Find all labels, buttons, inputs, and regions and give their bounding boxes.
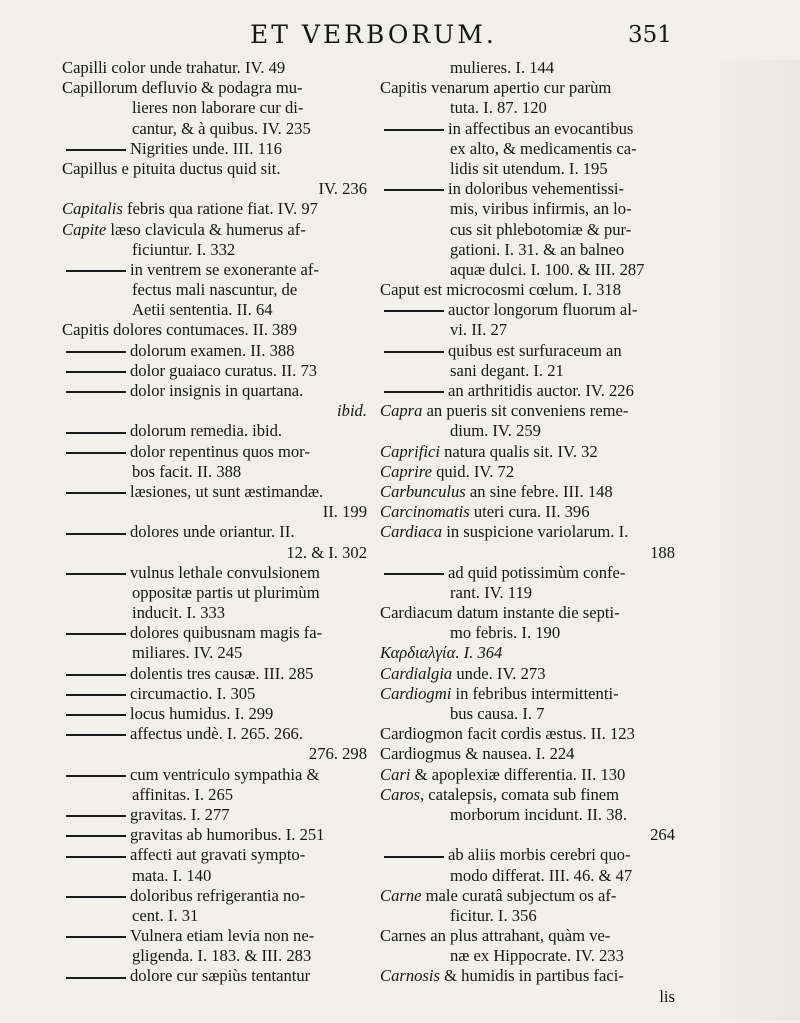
ditto-dash <box>66 533 126 535</box>
index-entry-text: Capillorum defluvio & podagra mu- <box>62 78 303 98</box>
index-line <box>380 139 675 159</box>
ditto-dash <box>384 129 444 131</box>
index-entry-text: ab aliis morbis cerebri quo- <box>448 845 631 865</box>
index-entry-text: an arthritidis auctor. IV. 226 <box>448 381 634 400</box>
ditto-dash <box>66 896 126 898</box>
index-entry-text: gationi. I. 31. & an balneo <box>450 239 625 259</box>
index-entry-text: affinitas. I. 265 <box>132 784 234 804</box>
index-line <box>62 664 367 684</box>
index-line <box>380 603 675 623</box>
index-entry-text: Capilli color unde trahatur. IV. 49 <box>62 58 286 77</box>
index-line <box>62 704 367 724</box>
index-line <box>62 78 367 98</box>
ditto-dash <box>66 573 126 575</box>
index-column-left <box>62 58 367 987</box>
index-line <box>62 341 367 361</box>
index-line <box>62 583 367 603</box>
index-entry-text: Cari & apoplexiæ differentia. II. 130 <box>380 764 626 784</box>
index-entry-text: quibus est surfuraceum an <box>448 340 622 360</box>
index-line <box>62 220 367 240</box>
index-line <box>62 946 367 966</box>
index-line <box>62 442 367 462</box>
index-line <box>380 643 675 663</box>
index-line <box>380 320 675 340</box>
index-line <box>380 926 675 946</box>
index-entry-text: Capite læso clavicula & humerus af- <box>62 219 306 239</box>
index-line <box>380 765 675 785</box>
index-entry-text: locus humidus. I. 299 <box>130 704 274 723</box>
index-line <box>380 825 675 845</box>
index-line <box>380 502 675 522</box>
index-entry-text: dolorum remedia. ibid. <box>130 421 283 441</box>
index-line <box>380 684 675 704</box>
index-line <box>380 220 675 240</box>
index-entry-text: dolores unde oriantur. II. <box>130 522 295 542</box>
index-entry-text: cent. I. 31 <box>132 905 199 925</box>
index-entry-text: lis <box>659 986 675 1006</box>
index-entry-text: læsiones, ut sunt æstimandæ. <box>130 481 324 501</box>
index-line <box>380 704 675 724</box>
index-entry-text: fectus mali nascuntur, de <box>132 280 298 300</box>
ditto-dash <box>66 452 126 454</box>
index-entry-text: Cardiogmus & nausea. I. 224 <box>380 744 575 764</box>
index-line <box>380 744 675 764</box>
index-entry-text: morborum incidunt. II. 38. <box>450 804 627 824</box>
index-line <box>62 119 367 139</box>
ditto-dash <box>66 633 126 635</box>
index-entry-text: cantur, & à quibus. IV. 235 <box>132 118 311 138</box>
index-entry-text: rant. IV. 119 <box>450 582 533 602</box>
index-entry-text: circumactio. I. 305 <box>130 683 256 703</box>
ditto-dash <box>384 310 444 312</box>
index-entry-text: Aetii sententia. II. 64 <box>132 300 273 320</box>
ditto-dash <box>66 674 126 676</box>
index-entry-text: IV. 236 <box>318 179 367 199</box>
index-line <box>62 543 367 563</box>
index-entry-text: 12. & I. 302 <box>286 542 367 562</box>
index-line <box>380 462 675 482</box>
index-entry-text: Carcinomatis uteri cura. II. 396 <box>380 502 590 522</box>
index-entry-text: Nigrities unde. III. 116 <box>130 138 282 158</box>
index-line <box>380 300 675 320</box>
index-entry-text: dolor insignis in quartana. <box>130 381 304 400</box>
index-line <box>62 522 367 542</box>
index-line <box>380 58 675 78</box>
index-entry-text: gravitas. I. 277 <box>130 804 230 824</box>
page-edge-shade <box>700 60 800 1020</box>
index-line <box>380 199 675 219</box>
index-entry-text: auctor longorum fluorum al- <box>448 300 638 320</box>
index-column-right <box>380 58 675 1007</box>
index-line <box>380 341 675 361</box>
index-entry-text: modo differat. III. 46. & 47 <box>450 865 633 885</box>
page-number: 351 <box>628 22 672 48</box>
ditto-dash <box>66 936 126 938</box>
index-entry-text: oppositæ partis ut plurimùm <box>132 582 320 602</box>
index-entry-text: Carne male curatâ subjectum os af- <box>380 885 617 905</box>
index-entry-text: doloribus refrigerantia no- <box>130 885 306 905</box>
index-entry-text: Carbunculus an sine febre. III. 148 <box>380 481 613 501</box>
index-line <box>380 724 675 744</box>
ditto-dash <box>66 856 126 858</box>
ditto-dash <box>66 734 126 736</box>
index-entry-text: tuta. I. 87. 120 <box>450 98 547 118</box>
index-line <box>380 966 675 986</box>
index-line <box>62 421 367 441</box>
index-entry-text: in doloribus vehementissi- <box>448 179 625 199</box>
index-line <box>380 421 675 441</box>
index-entry-text: ibid. <box>337 401 367 421</box>
index-line <box>380 240 675 260</box>
index-entry-text: 264 <box>650 825 675 845</box>
ditto-dash <box>384 351 444 353</box>
index-line <box>62 623 367 643</box>
index-line <box>62 179 367 199</box>
index-line <box>62 98 367 118</box>
index-entry-text: bus causa. I. 7 <box>450 704 545 723</box>
ditto-dash <box>66 432 126 434</box>
index-entry-text: vulnus lethale convulsionem <box>130 562 320 582</box>
index-entry-text: dium. IV. 259 <box>450 421 541 441</box>
index-line <box>380 886 675 906</box>
index-entry-text: Cardiaca in suspicione variolarum. I. <box>380 522 629 542</box>
index-line <box>62 361 367 381</box>
ditto-dash <box>384 189 444 191</box>
index-entry-text: mo febris. I. 190 <box>450 623 561 643</box>
index-line <box>380 401 675 421</box>
index-line <box>62 805 367 825</box>
index-entry-text: sani degant. I. 21 <box>450 360 564 380</box>
index-entry-text: næ ex Hippocrate. IV. 233 <box>450 946 624 966</box>
index-entry-text: vi. II. 27 <box>450 320 508 340</box>
index-line <box>62 300 367 320</box>
index-entry-text: dolentis tres causæ. III. 285 <box>130 663 314 683</box>
index-entry-text: affecti aut gravati sympto- <box>130 845 306 865</box>
index-entry-text: affectus undè. I. 265. 266. <box>130 724 303 744</box>
index-entry-text: Capra an pueris sit conveniens reme- <box>380 401 629 421</box>
index-entry-text: Caros, catalepsis, comata sub finem <box>380 784 620 804</box>
index-line <box>62 462 367 482</box>
index-entry-text: Cardialgia unde. IV. 273 <box>380 663 546 683</box>
index-line <box>62 724 367 744</box>
index-line <box>62 966 367 986</box>
index-line <box>380 260 675 280</box>
index-entry-text: dolore cur sæpiùs tentantur <box>130 966 311 986</box>
index-entry-text: inducit. I. 333 <box>132 603 226 623</box>
index-entry-text: ex alto, & medicamentis ca- <box>450 138 637 158</box>
index-line <box>380 785 675 805</box>
index-line <box>380 583 675 603</box>
index-entry-text: mis, viribus infirmis, an lo- <box>450 199 632 219</box>
index-line <box>62 906 367 926</box>
index-line <box>62 563 367 583</box>
index-entry-text: in ventrem se exonerante af- <box>130 259 319 279</box>
index-line <box>62 240 367 260</box>
index-line <box>62 603 367 623</box>
index-line <box>62 58 367 78</box>
index-line <box>380 946 675 966</box>
index-line <box>380 482 675 502</box>
page-header <box>0 18 800 48</box>
index-line <box>62 482 367 502</box>
index-entry-text: dolor repentinus quos mor- <box>130 441 310 461</box>
index-entry-text: aquæ dulci. I. 100. & III. 287 <box>450 259 645 279</box>
index-entry-text: 188 <box>650 542 675 562</box>
ditto-dash <box>66 694 126 696</box>
index-entry-text: dolorum examen. II. 388 <box>130 340 295 360</box>
index-entry-text: ficitur. I. 356 <box>450 905 537 925</box>
index-entry-text: Καρδιαλγία. I. 364 <box>380 643 503 663</box>
index-entry-text: ad quid potissimùm confe- <box>448 562 626 582</box>
index-entry-text: gligenda. I. 183. & III. 283 <box>132 946 312 966</box>
ditto-dash <box>66 149 126 151</box>
index-line <box>380 522 675 542</box>
index-entry-text: lieres non laborare cur di- <box>132 98 304 118</box>
running-head: ET VERBORUM. <box>250 20 497 49</box>
index-line <box>62 401 367 421</box>
index-line <box>62 280 367 300</box>
index-entry-text: miliares. IV. 245 <box>132 643 243 663</box>
index-entry-text: II. 199 <box>322 502 367 522</box>
ditto-dash <box>66 835 126 837</box>
index-entry-text: 276. 298 <box>308 744 367 764</box>
index-line <box>62 159 367 179</box>
index-line <box>62 320 367 340</box>
ditto-dash <box>66 371 126 373</box>
index-entry-text: Cardiacum datum instante die septi- <box>380 603 620 623</box>
index-line <box>380 906 675 926</box>
ditto-dash <box>384 391 444 393</box>
index-line <box>62 199 367 219</box>
index-entry-text: gravitas ab humoribus. I. 251 <box>130 825 325 845</box>
index-entry-text: Carnes an plus attrahant, quàm ve- <box>380 926 611 946</box>
index-line <box>62 926 367 946</box>
index-line <box>380 664 675 684</box>
index-entry-text: Capillus e pituita ductus quid sit. <box>62 158 281 178</box>
index-line <box>62 886 367 906</box>
index-line <box>62 866 367 886</box>
ditto-dash <box>66 977 126 979</box>
index-line <box>380 866 675 886</box>
index-line <box>62 825 367 845</box>
index-entry-text: Caput est microcosmi cœlum. I. 318 <box>380 280 622 300</box>
index-entry-text: cum ventriculo sympathia & <box>130 764 320 784</box>
index-line <box>62 785 367 805</box>
index-line <box>380 845 675 865</box>
index-line <box>380 381 675 401</box>
ditto-dash <box>66 270 126 272</box>
index-entry-text: bos facit. II. 388 <box>132 461 242 481</box>
index-entry-text: Capitis dolores contumaces. II. 389 <box>62 320 298 340</box>
index-entry-text: dolores quibusnam magis fa- <box>130 623 323 643</box>
index-line <box>380 987 675 1007</box>
index-line <box>62 260 367 280</box>
index-line <box>62 643 367 663</box>
index-entry-text: Cardiogmon facit cordis æstus. II. 123 <box>380 724 635 744</box>
index-line <box>380 280 675 300</box>
index-line <box>380 442 675 462</box>
ditto-dash <box>66 714 126 716</box>
ditto-dash <box>384 856 444 858</box>
index-line <box>62 139 367 159</box>
index-line <box>380 159 675 179</box>
index-entry-text: Vulnera etiam levia non ne- <box>130 926 315 946</box>
index-line <box>62 502 367 522</box>
index-line <box>380 119 675 139</box>
index-line <box>380 805 675 825</box>
index-line <box>380 361 675 381</box>
index-entry-text: Carnosis & humidis in partibus faci- <box>380 966 624 986</box>
index-line <box>380 78 675 98</box>
index-entry-text: mulieres. I. 144 <box>450 58 555 77</box>
index-line <box>380 179 675 199</box>
index-entry-text: mata. I. 140 <box>132 865 212 885</box>
index-entry-text: in affectibus an evocantibus <box>448 118 634 138</box>
index-line <box>380 543 675 563</box>
index-entry-text: Capitalis febris qua ratione fiat. IV. 97 <box>62 199 318 219</box>
index-line <box>62 381 367 401</box>
index-entry-text: ficiuntur. I. 332 <box>132 239 236 259</box>
index-entry-text: dolor guaiaco curatus. II. 73 <box>130 360 318 380</box>
index-line <box>62 845 367 865</box>
ditto-dash <box>66 775 126 777</box>
ditto-dash <box>66 492 126 494</box>
index-line <box>380 98 675 118</box>
index-entry-text: cus sit phlebotomiæ & pur- <box>450 219 632 239</box>
index-line <box>380 623 675 643</box>
ditto-dash <box>66 391 126 393</box>
ditto-dash <box>66 815 126 817</box>
index-line <box>62 684 367 704</box>
index-entry-text: Caprifici natura qualis sit. IV. 32 <box>380 441 598 461</box>
index-line <box>62 765 367 785</box>
index-line <box>380 563 675 583</box>
index-entry-text: Caprire quid. IV. 72 <box>380 461 515 481</box>
ditto-dash <box>384 573 444 575</box>
index-line <box>62 744 367 764</box>
index-entry-text: Cardiogmi in febribus intermittenti- <box>380 683 619 703</box>
index-entry-text: Capitis venarum apertio cur parùm <box>380 78 612 98</box>
index-entry-text: lidis sit utendum. I. 195 <box>450 158 608 178</box>
ditto-dash <box>66 351 126 353</box>
